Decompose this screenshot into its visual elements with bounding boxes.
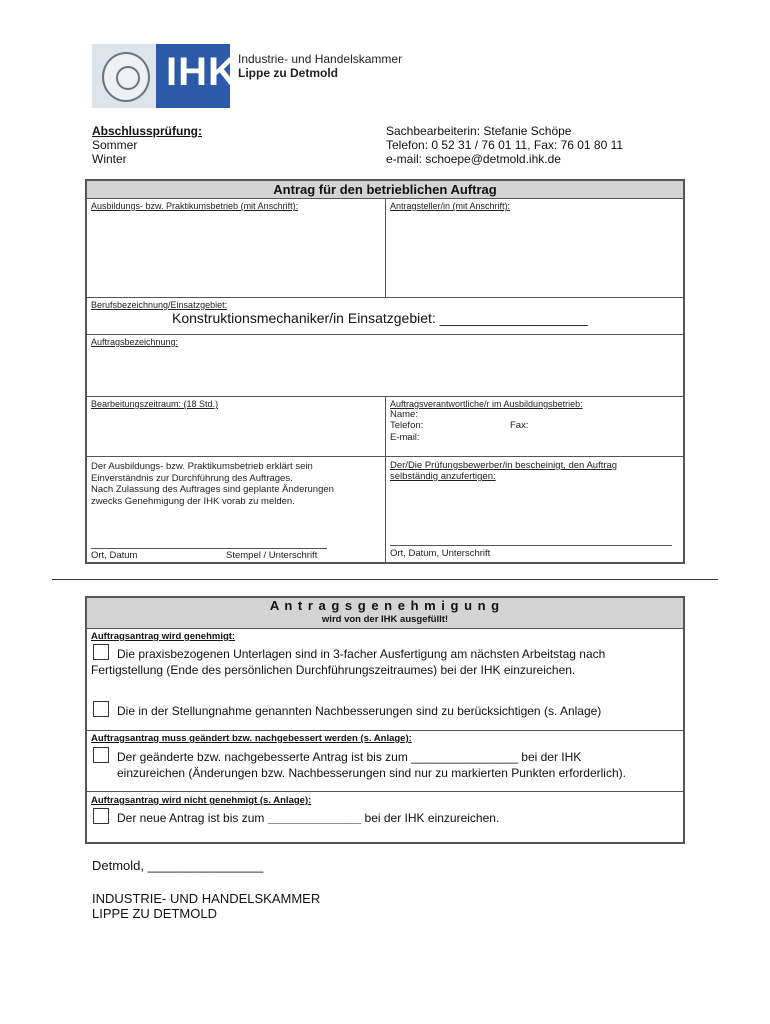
contact-email: e-mail: schoepe@detmold.ihk.de (386, 152, 561, 166)
seal-icon (92, 44, 156, 108)
approved-option1-checkbox[interactable] (93, 644, 109, 660)
logo-brand: IHK (166, 50, 238, 94)
footer-org-line1: INDUSTRIE- UND HANDELSKAMMER (92, 891, 321, 906)
org-name-line2: Lippe zu Detmold (238, 66, 338, 80)
term-summer: Sommer (92, 138, 138, 152)
org-name-line1: Industrie- und Handelskammer (238, 52, 403, 66)
phone-label: Telefon: (390, 420, 424, 431)
rejected-label: Auftragsantrag wird nicht genehmigt (s. Anlage): (91, 795, 312, 806)
contact-person: Sachbearbeiterin: Stefanie Schöpe (386, 124, 572, 138)
term-winter: Winter (92, 152, 127, 166)
footer-org-line2: LIPPE ZU DETMOLD (92, 906, 217, 921)
examinee-line1: Der/Die Prüfungsbewerber/in bescheinigt, den Auftrag (390, 460, 618, 471)
form2-title-bar (87, 598, 683, 628)
signature-right-label: Ort, Datum, Unterschrift (390, 548, 491, 559)
form2-subtitle: wird von der IHK ausgefüllt! (321, 614, 449, 625)
signature-place-date-left: Ort, Datum (91, 550, 138, 561)
email-label: E-mail: (390, 432, 420, 443)
change-line1: Der geänderte bzw. nachgebesserte Antrag ist bis zum ________________ bei der IHK (117, 750, 582, 764)
responsible-label: Auftragsverantwortliche/r im Ausbildungsbetrieb: (390, 399, 583, 409)
change-label: Auftragsantrag muss geändert bzw. nachgebessert werden (s. Anlage): (91, 733, 412, 744)
contact-phone: Telefon: 0 52 31 / 76 01 11, Fax: 76 01 80 11 (386, 138, 624, 152)
change-checkbox[interactable] (93, 747, 109, 763)
period-label: Bearbeitungszeitraum: (18 Std.) (91, 399, 219, 409)
form1-title: Antrag für den betrieblichen Auftrag (87, 181, 683, 198)
name-label: Name: (390, 409, 418, 420)
rejected-line: Der neue Antrag ist bis zum ______________ bei der IHK einzureichen. (117, 811, 500, 825)
approved-label: Auftragsantrag wird genehmigt: (91, 631, 236, 642)
job-value: Konstruktionsmechaniker/in Einsatzgebiet: ___________________ (172, 310, 588, 326)
place-date-line: Detmold, ________________ (92, 858, 264, 873)
rejected-checkbox[interactable] (93, 808, 109, 824)
examinee-line2: selbständig anzufertigen: (390, 471, 496, 482)
change-line2: einzureichen (Änderungen bzw. Nachbesserungen sind nur zu markierten Punkten erforderlich). (117, 766, 626, 780)
approved-option2-checkbox[interactable] (93, 701, 109, 717)
job-label: Berufsbezeichnung/Einsatzgebiet: (91, 300, 228, 310)
form2-title: A n t r a g s g e n e h m i g u n g (269, 598, 501, 613)
applicant-label: Antragsteller/in (mit Anschrift): (390, 201, 511, 211)
approved-option1-line1: Die praxisbezogenen Unterlagen sind in 3-facher Ausfertigung am nächsten Arbeitstag nach (117, 647, 606, 661)
section-divider (52, 579, 718, 580)
approved-option2-text: Die in der Stellungnahme genannten Nachbesserungen sind zu berücksichtigen (s. Anlage) (117, 704, 602, 718)
order-label: Auftragsbezeichnung: (91, 337, 179, 347)
signature-stamp-label: Stempel / Unterschrift (226, 550, 318, 561)
exam-title: Abschlussprüfung: (92, 124, 202, 138)
fax-label: Fax: (510, 420, 529, 431)
company-label: Ausbildungs- bzw. Praktikumsbetrieb (mit Anschrift): (91, 201, 299, 211)
approved-option1-line2: Fertigstellung (Ende des persönlichen Durchführungszeitraumes) bei der IHK einzureichen. (91, 663, 576, 677)
consent-text: Der Ausbildungs- bzw. Praktikumsbetrieb erklärt sein Einverständnis zur Durchführung des Auftrages. Nach Zulassung des Auftrages sind geplante Änderungen zwecks Genehmigung der IHK vorab zu melden. (91, 461, 334, 507)
